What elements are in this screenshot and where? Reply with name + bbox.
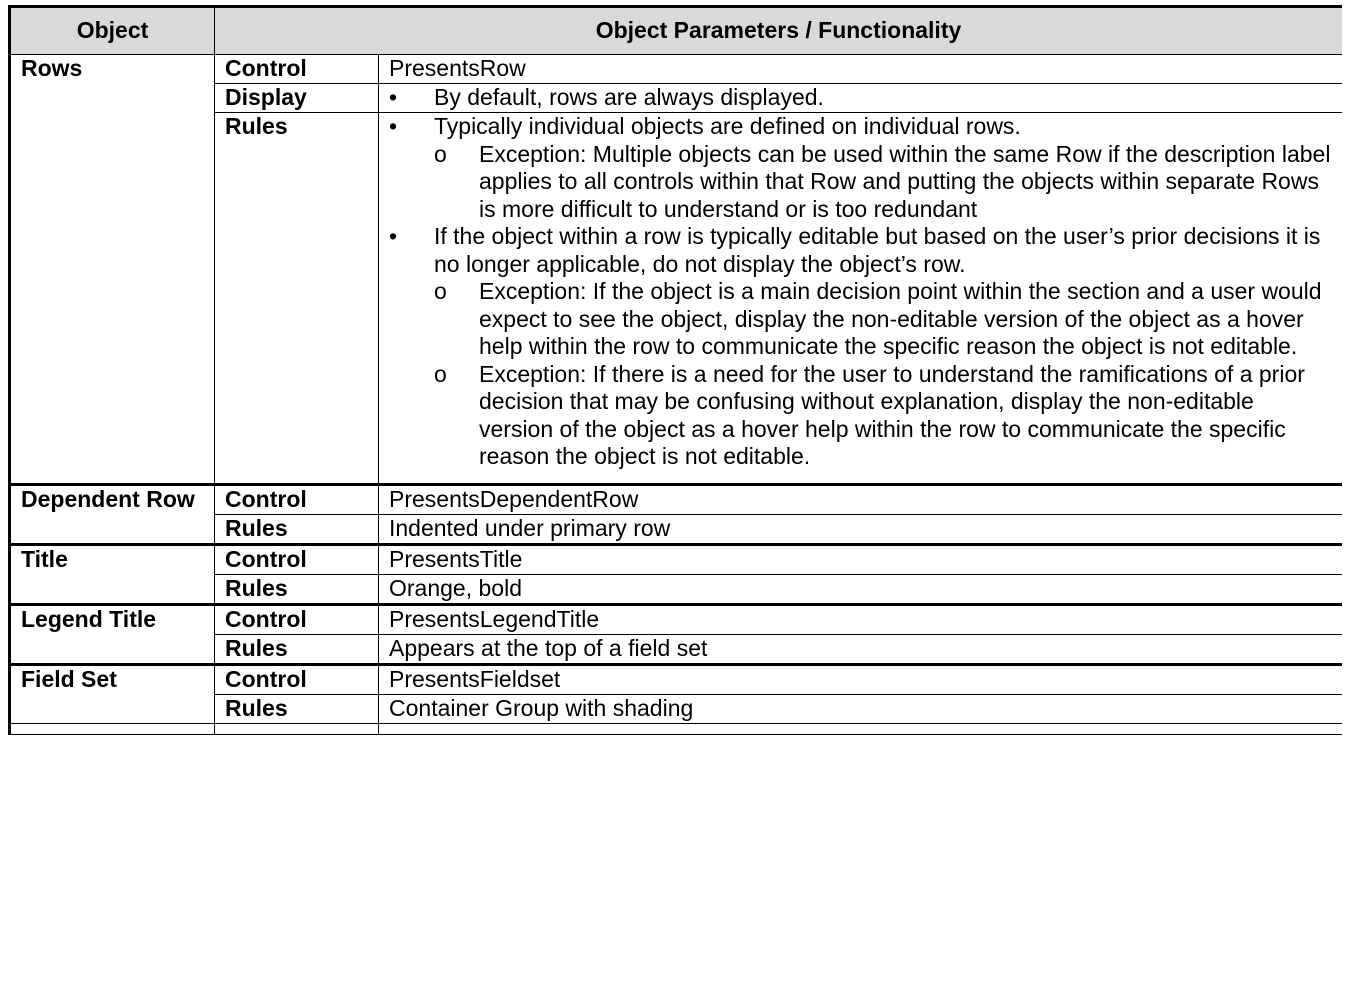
sub-list-item xyxy=(434,278,1332,361)
sub-list-item-text: Exception: Multiple objects can be used within the same Row if the description label applies to all controls within that Row and putting the objects within separate Rows is more difficult to understand or is too redundant xyxy=(479,140,1331,222)
rules-list xyxy=(389,113,1332,471)
header-params: Object Parameters / Functionality xyxy=(215,7,1343,55)
sub-bullet-glyph: o xyxy=(434,278,447,304)
sub-list-item-text: Exception: If there is a need for the user to understand the ramifications of a prior decision that may be confusing without explanation, display the non-editable version of the object as a hover help within the row to communicate the specific reason the object is not editable. xyxy=(479,360,1305,469)
param-label-rules: Rules xyxy=(215,574,379,604)
param-label-rules: Rules xyxy=(215,113,379,485)
object-name-field-set: Field Set xyxy=(10,664,215,723)
param-label-control: Control xyxy=(215,664,379,694)
list-item-text: By default, rows are always displayed. xyxy=(434,84,824,110)
param-label-rules: Rules xyxy=(215,694,379,723)
group-title xyxy=(10,544,1343,604)
table-row xyxy=(10,604,1343,634)
param-value-control: PresentsLegendTitle xyxy=(379,604,1343,634)
group-field-set xyxy=(10,664,1343,723)
table-row xyxy=(10,55,1343,84)
table-row xyxy=(10,664,1343,694)
table-row xyxy=(10,723,1343,734)
group-dependent-row xyxy=(10,484,1343,544)
table-row xyxy=(10,484,1343,514)
bullet-glyph: • xyxy=(389,113,398,139)
group-next-cutoff xyxy=(10,723,1343,734)
sub-bullet-glyph: o xyxy=(434,140,447,167)
param-value-rules: Indented under primary row xyxy=(379,514,1343,544)
list-item-text: Typically individual objects are defined on individual rows. xyxy=(434,113,1021,139)
cutoff-cell xyxy=(10,723,215,734)
table-row xyxy=(10,544,1343,574)
group-rows xyxy=(10,55,1343,485)
cutoff-cell xyxy=(379,723,1343,734)
document-page xyxy=(8,5,1342,994)
cutoff-cell xyxy=(215,723,379,734)
param-value-control: PresentsFieldset xyxy=(379,664,1343,694)
object-spec-table xyxy=(8,5,1342,735)
param-value-control: PresentsDependentRow xyxy=(379,484,1343,514)
sub-list-item xyxy=(434,141,1332,224)
group-legend-title xyxy=(10,604,1343,664)
param-label-rules: Rules xyxy=(215,634,379,664)
param-value-rules xyxy=(379,113,1343,485)
sub-list-item-text: Exception: If the object is a main decision point within the section and a user would expect to see the object, display the non-editable version of the object as a hover help within the row to communicate the specific reason the object is not editable. xyxy=(479,278,1322,359)
bullet-glyph: • xyxy=(389,223,398,249)
object-name-rows: Rows xyxy=(10,55,215,485)
list-item xyxy=(389,84,1332,112)
table-header-row xyxy=(10,7,1343,55)
param-label-display: Display xyxy=(215,84,379,113)
display-list xyxy=(389,84,1332,112)
object-name-legend-title: Legend Title xyxy=(10,604,215,664)
sub-list-item xyxy=(434,361,1332,471)
object-name-dependent-row: Dependent Row xyxy=(10,484,215,544)
param-label-control: Control xyxy=(215,544,379,574)
param-value-display xyxy=(379,84,1343,113)
param-label-rules: Rules xyxy=(215,514,379,544)
header-object: Object xyxy=(10,7,215,55)
list-item xyxy=(389,223,1332,471)
param-value-control: PresentsTitle xyxy=(379,544,1343,574)
param-label-control: Control xyxy=(215,484,379,514)
param-label-control: Control xyxy=(215,604,379,634)
list-item xyxy=(389,113,1332,223)
sub-bullet-glyph: o xyxy=(434,360,447,387)
object-name-title: Title xyxy=(10,544,215,604)
sub-list xyxy=(434,141,1332,224)
param-value-rules: Appears at the top of a field set xyxy=(379,634,1343,664)
list-item-text: If the object within a row is typically editable but based on the user’s prior decisions it is no longer applicable, do not display the object’s row. xyxy=(434,223,1321,277)
bullet-glyph: • xyxy=(389,84,398,110)
param-value-rules: Container Group with shading xyxy=(379,694,1343,723)
sub-list xyxy=(434,278,1332,471)
param-value-control: PresentsRow xyxy=(379,55,1343,84)
param-value-rules: Orange, bold xyxy=(379,574,1343,604)
param-label-control: Control xyxy=(215,55,379,84)
